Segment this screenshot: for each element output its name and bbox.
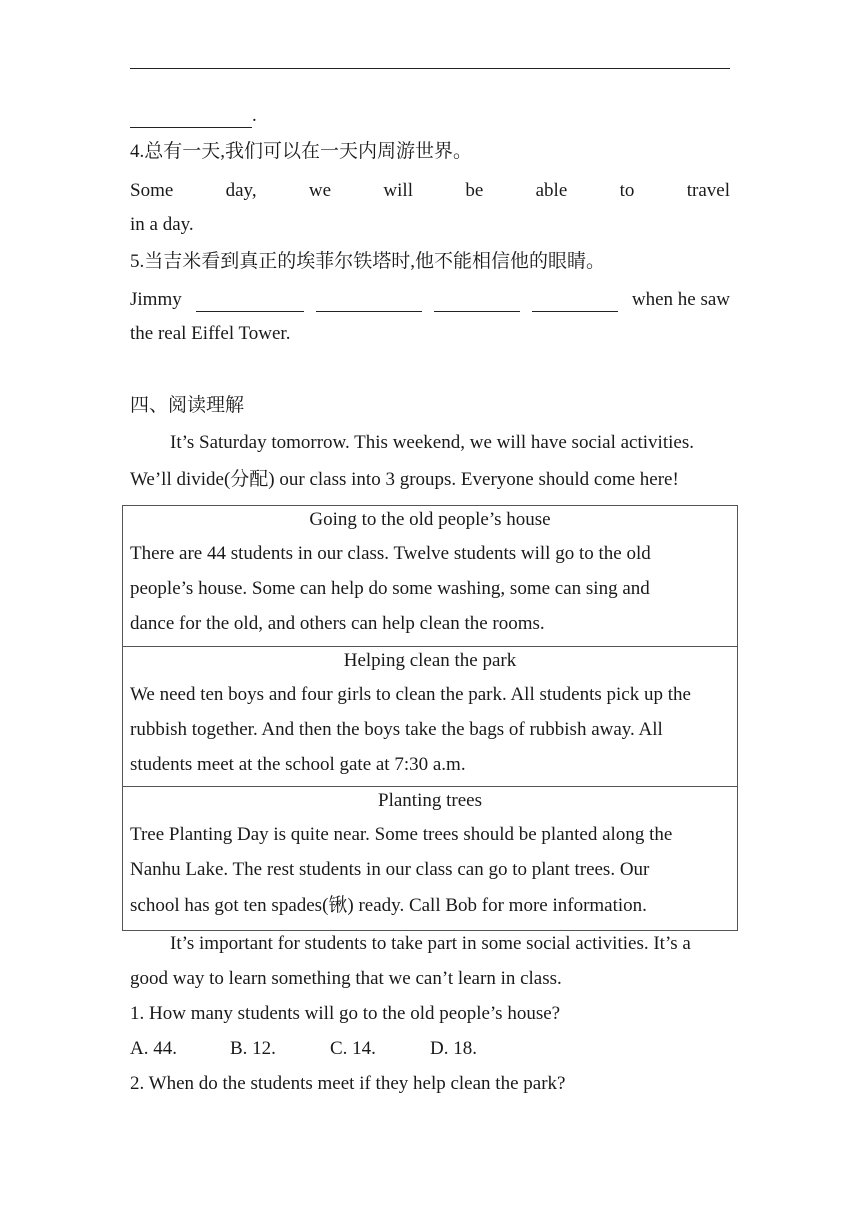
option-c[interactable]: C. 14. bbox=[330, 1038, 376, 1059]
cell-line: rubbish together. And then the boys take the bags of rubbish away. All bbox=[130, 719, 663, 740]
question-1: 1. How many students will go to the old people’s house? bbox=[130, 1003, 561, 1024]
answer-blank-2[interactable] bbox=[316, 293, 422, 312]
question-2: 2. When do the students meet if they help clean the park? bbox=[130, 1073, 566, 1094]
q5-chinese: 5.当吉米看到真正的埃菲尔铁塔时,他不能相信他的眼睛。 bbox=[130, 251, 606, 272]
word: travel bbox=[686, 180, 730, 201]
answer-blank-1[interactable] bbox=[196, 293, 304, 312]
intro-line1: It’s Saturday tomorrow. This weekend, we will have social activities. bbox=[170, 432, 694, 453]
section-heading: 四、阅读理解 bbox=[130, 395, 245, 416]
cell-line: people’s house. Some can help do some washing, some can sing and bbox=[130, 578, 650, 599]
word: day, bbox=[225, 180, 257, 201]
cell-line: school has got ten spades(锹) ready. Call Bob for more information. bbox=[130, 895, 647, 916]
word: to bbox=[619, 180, 635, 201]
word: Some bbox=[130, 180, 174, 201]
cell-line: We need ten boys and four girls to clean the park. All students pick up the bbox=[130, 684, 691, 705]
cell-line: There are 44 students in our class. Twelve students will go to the old bbox=[130, 543, 651, 564]
table-cell-old-people bbox=[123, 506, 737, 646]
cell-line: Tree Planting Day is quite near. Some trees should be planted along the bbox=[130, 824, 673, 845]
q4-english-line1 bbox=[130, 179, 730, 203]
top-rule bbox=[130, 68, 730, 69]
answer-blank-4[interactable] bbox=[532, 293, 618, 312]
outro-line2: good way to learn something that we can’t learn in class. bbox=[130, 968, 562, 989]
intro-line2: We’ll divide(分配) our class into 3 groups. Everyone should come here! bbox=[130, 469, 679, 490]
cell-title: Helping clean the park bbox=[343, 650, 517, 671]
option-a[interactable]: A. 44. bbox=[130, 1038, 177, 1059]
cell-title: Going to the old people’s house bbox=[309, 509, 551, 530]
q5-english-line2: the real Eiffel Tower. bbox=[130, 323, 291, 344]
cell-line: Nanhu Lake. The rest students in our class can go to plant trees. Our bbox=[130, 859, 650, 880]
table-cell-trees bbox=[123, 786, 737, 931]
outro-line1: It’s important for students to take part in some social activities. It’s a bbox=[170, 933, 691, 954]
word: Jimmy bbox=[130, 289, 182, 310]
q4-english-line2: in a day. bbox=[130, 214, 194, 235]
q3-answer-tail: . bbox=[130, 104, 730, 128]
q4-chinese: 4.总有一天,我们可以在一天内周游世界。 bbox=[130, 141, 473, 162]
table-cell-park bbox=[123, 646, 737, 787]
cell-line: students meet at the school gate at 7:30 a.m. bbox=[130, 754, 466, 775]
cell-title: Planting trees bbox=[378, 790, 482, 811]
word: be bbox=[465, 180, 484, 201]
word: will bbox=[383, 180, 413, 201]
cell-line: dance for the old, and others can help clean the rooms. bbox=[130, 613, 545, 634]
word: when he saw bbox=[631, 289, 730, 310]
q5-english-line1 bbox=[130, 288, 730, 312]
word: we bbox=[308, 180, 332, 201]
question-1-options bbox=[130, 1037, 730, 1061]
option-d[interactable]: D. 18. bbox=[430, 1038, 477, 1059]
answer-blank-3[interactable] bbox=[434, 293, 520, 312]
answer-blank[interactable] bbox=[130, 109, 252, 128]
word: able bbox=[535, 180, 568, 201]
option-b[interactable]: B. 12. bbox=[230, 1038, 276, 1059]
activities-table bbox=[122, 505, 738, 931]
